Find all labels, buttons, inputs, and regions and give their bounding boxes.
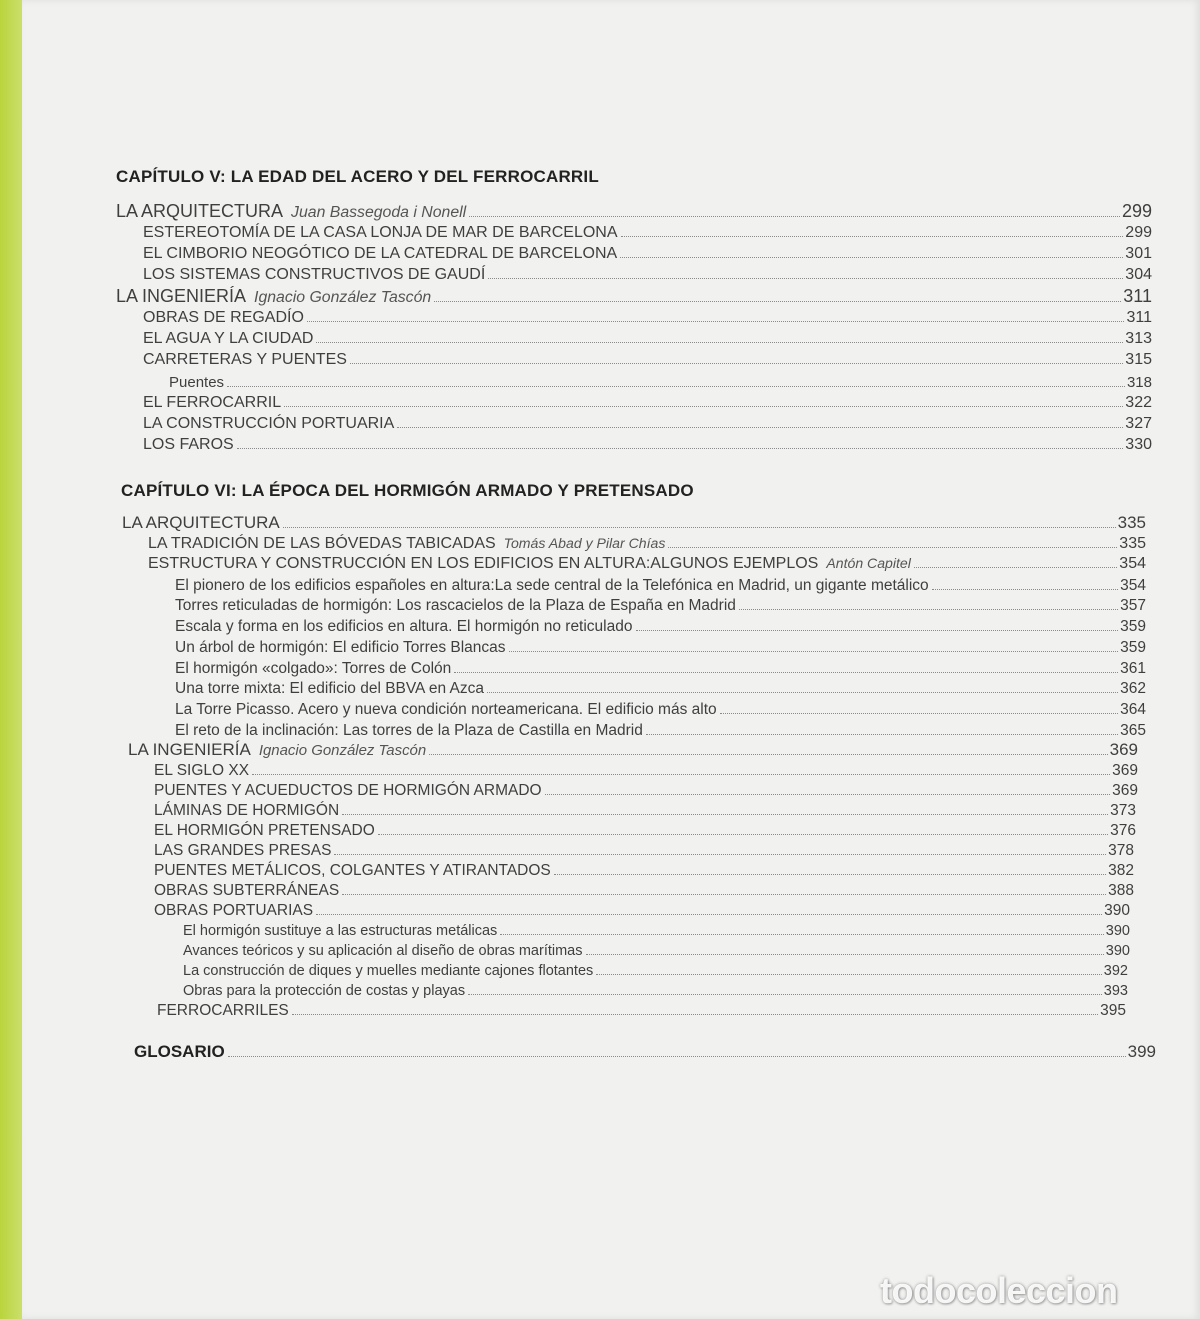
entry-title: Una torre mixta: El edificio del BBVA en Azca [175,679,485,697]
entry-title: Avances teóricos y su aplicación al diseño de obras marítimas [183,942,583,959]
page-number: 376 [1110,821,1136,839]
dot-leader [621,236,1124,237]
toc-entry [154,782,1138,800]
page-number: 335 [1117,513,1146,532]
toc-entry [148,535,1146,553]
entry-title: ESTEREOTOMÍA DE LA CASA LONJA DE MAR DE BARCELONA [143,224,618,241]
dot-leader [636,630,1119,631]
toc-entry [183,923,1130,939]
page-number: 390 [1105,942,1130,959]
toc-entry [175,680,1146,698]
dot-leader [283,527,1116,528]
dot-leader [397,427,1123,428]
toc-entry [143,415,1152,433]
entry-title: Un árbol de hormigón: El edificio Torres Blancas [175,638,506,656]
entry-title: Escala y forma en los edificios en altura. El hormigón no reticulado [175,617,633,635]
dot-leader [620,257,1123,258]
entry-title: LA CONSTRUCCIÓN PORTUARIA [143,415,395,432]
book-page [22,0,1200,1319]
table-of-contents [22,0,1200,1319]
entry-title: El hormigón sustituye a las estructuras metálicas [183,922,498,939]
entry-title: LOS FAROS [143,436,234,453]
toc-entry [143,245,1152,263]
page-number: 393 [1103,982,1128,999]
dot-leader [488,278,1123,279]
toc-entry [183,983,1128,999]
toc-entry [175,722,1146,740]
dot-leader [914,567,1117,568]
entry-title: PUENTES METÁLICOS, COLGANTES Y ATIRANTADOS [154,861,551,879]
toc-entry [143,436,1152,454]
toc-entry [154,842,1134,860]
toc-entry [116,201,1152,222]
entry-title: OBRAS DE REGADÍO [143,309,304,326]
dot-leader [596,974,1102,975]
entry-title: LA ARQUITECTURA [116,201,284,221]
page-number: 373 [1110,801,1136,819]
toc-entry [154,762,1138,780]
toc-entry [143,394,1152,412]
dot-leader [342,894,1106,895]
dot-leader [316,914,1102,915]
entry-title: PUENTES Y ACUEDUCTOS DE HORMIGÓN ARMADO [154,781,542,799]
dot-leader [469,216,1120,217]
entry-title: ESTRUCTURA Y CONSTRUCCIÓN EN LOS EDIFICIOS EN ALTURA:ALGUNOS EJEMPLOS [148,555,819,572]
toc-entry [116,286,1152,307]
toc-entry [175,597,1146,615]
dot-leader [586,954,1104,955]
page-number: 369 [1112,781,1138,799]
toc-entry [154,862,1134,880]
page-number: 357 [1120,596,1146,614]
toc-entry [134,1042,1156,1062]
dot-leader [668,547,1117,548]
toc-entry [175,639,1146,657]
toc-entry [169,374,1152,391]
dot-leader [378,834,1108,835]
chapter-heading: CAPÍTULO VI: LA ÉPOCA DEL HORMIGÓN ARMADO Y PRETENSADO [121,481,694,500]
entry-title: LA ARQUITECTURA [122,513,280,532]
dot-leader [292,1014,1098,1015]
entry-title: El reto de la inclinación: Las torres de la Plaza de Castilla en Madrid [175,721,643,739]
page-number: 369 [1109,740,1138,759]
toc-entry [143,330,1152,348]
page-number: 354 [1119,555,1146,572]
dot-leader [284,406,1123,407]
entry-author: Juan Bassegoda i Nonell [291,204,467,221]
page-number: 390 [1105,922,1130,939]
dot-leader [307,321,1125,322]
entry-author: Tomás Abad y Pilar Chías [503,535,666,551]
dot-leader [500,934,1103,935]
entry-title: EL HORMIGÓN PRETENSADO [154,821,375,839]
dot-leader [350,363,1123,364]
entry-title: La construcción de diques y muelles mediante cajones flotantes [183,962,594,979]
entry-title: EL FERROCARRIL [143,394,282,411]
dot-leader [545,794,1111,795]
toc-entry [183,963,1128,979]
dot-leader [487,692,1118,693]
toc-entry [175,660,1146,678]
toc-entry [175,618,1146,636]
chapter-heading: CAPÍTULO V: LA EDAD DEL ACERO Y DEL FERROCARRIL [116,167,599,186]
toc-entry [154,802,1136,820]
entry-title: LA TRADICIÓN DE LAS BÓVEDAS TABICADAS [148,535,496,552]
watermark-logo: todocoleccion [880,1270,1118,1311]
page-number: 299 [1125,224,1152,241]
entry-title: CARRETERAS Y PUENTES [143,351,347,368]
page-number: 354 [1120,576,1146,594]
toc-entry [183,943,1130,959]
entry-title: Puentes [169,374,225,391]
dot-leader [227,386,1125,387]
page-number: 315 [1125,351,1152,368]
page-number: 311 [1123,286,1152,306]
page-number: 365 [1120,721,1146,739]
page-number: 369 [1112,761,1138,779]
entry-title: FERROCARRILES [157,1001,289,1019]
toc-entry [122,513,1146,533]
page-number: 335 [1119,535,1146,552]
page-number: 318 [1126,374,1152,391]
entry-title: El hormigón «colgado»: Torres de Colón [175,659,452,677]
entry-title: LOS SISTEMAS CONSTRUCTIVOS DE GAUDÍ [143,266,486,283]
dot-leader [434,301,1121,302]
page-number: 362 [1120,679,1146,697]
page-number: 301 [1125,245,1152,262]
page-number: 361 [1120,659,1146,677]
dot-leader [509,651,1119,652]
page-number: 399 [1127,1042,1156,1061]
entry-title: LA INGENIERÍA [116,286,247,306]
entry-title: LÁMINAS DE HORMIGÓN [154,801,340,819]
toc-entry [154,902,1130,920]
dot-leader [739,609,1118,610]
page-number: 395 [1100,1001,1126,1019]
page-number: 388 [1108,881,1134,899]
dot-leader [720,713,1118,714]
dot-leader [252,774,1110,775]
toc-entry [175,701,1146,719]
page-number: 322 [1125,394,1152,411]
entry-title: OBRAS SUBTERRÁNEAS [154,881,340,899]
entry-title: EL AGUA Y LA CIUDAD [143,330,314,347]
page-number: 313 [1125,330,1152,347]
page-number: 330 [1125,436,1152,453]
page-number: 327 [1125,415,1152,432]
dot-leader [932,589,1118,590]
entry-title: EL SIGLO XX [154,761,250,779]
toc-entry [154,822,1136,840]
page-number: 382 [1108,861,1134,879]
dot-leader [454,672,1118,673]
toc-entry [143,224,1152,242]
entry-title: EL CIMBORIO NEOGÓTICO DE LA CATEDRAL DE BARCELONA [143,245,618,262]
dot-leader [554,874,1106,875]
entry-title: GLOSARIO [134,1042,225,1061]
dot-leader [316,342,1123,343]
entry-author: Antón Capitel [826,555,911,571]
toc-entry [157,1002,1126,1020]
dot-leader [228,1056,1126,1057]
entry-title: LA INGENIERÍA [128,740,251,759]
page-number: 311 [1126,309,1152,326]
entry-title: Obras para la protección de costas y playas [183,982,466,999]
entry-title: Torres reticuladas de hormigón: Los rascacielos de la Plaza de España en Madrid [175,596,736,614]
page-number: 299 [1121,201,1152,221]
dot-leader [468,994,1102,995]
toc-entry [143,351,1152,369]
page-number: 359 [1120,638,1146,656]
page-number: 378 [1108,841,1134,859]
entry-title: La Torre Picasso. Acero y nueva condición norteamericana. El edificio más alto [175,700,717,718]
page-number: 304 [1125,266,1152,283]
toc-entry [148,555,1146,573]
dot-leader [237,448,1124,449]
dot-leader [334,854,1106,855]
page-number: 390 [1104,901,1130,919]
toc-entry [143,309,1152,327]
entry-author: Ignacio González Tascón [254,289,432,306]
dot-leader [342,814,1108,815]
page-number: 359 [1120,617,1146,635]
toc-entry [175,577,1146,595]
page-number: 392 [1103,962,1128,979]
entry-title: LAS GRANDES PRESAS [154,841,332,859]
entry-title: OBRAS PORTUARIAS [154,901,314,919]
entry-title: El pionero de los edificios españoles en altura:La sede central de la Telefónica en Madrid, un gigante metálico [175,576,929,594]
dot-leader [429,754,1107,755]
page-number: 364 [1120,700,1146,718]
toc-entry [143,266,1152,284]
entry-author: Ignacio González Tascón [258,742,427,759]
toc-entry [154,882,1134,900]
toc-entry [128,740,1138,760]
dot-leader [646,734,1118,735]
